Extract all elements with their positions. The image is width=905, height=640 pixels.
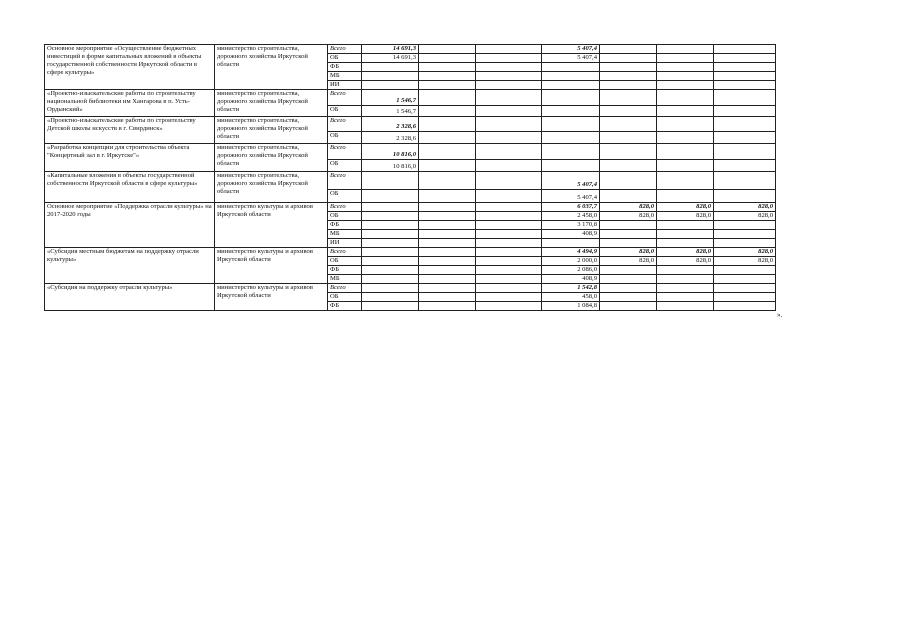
amount-cell xyxy=(419,212,476,221)
amount-cell: 1 084,8 xyxy=(542,302,600,311)
amount-cell: 828,0 xyxy=(657,212,714,221)
amount-cell xyxy=(476,293,542,302)
table-row xyxy=(45,172,776,190)
funding-source-cell: ОБ xyxy=(328,190,362,203)
amount-cell xyxy=(419,275,476,284)
amount-cell xyxy=(476,266,542,275)
funding-source-cell: МБ xyxy=(328,72,362,81)
amount-cell: 6 037,7 xyxy=(542,203,600,212)
amount-cell xyxy=(657,106,714,117)
event-name-cell: «Капитальные вложения в объекты государственной собственности Иркутской области в сфере культуры» xyxy=(45,172,215,203)
amount-cell xyxy=(657,275,714,284)
budget-table xyxy=(44,44,776,311)
table-row xyxy=(45,90,776,106)
amount-cell xyxy=(542,160,600,172)
amount-cell xyxy=(600,190,657,203)
funding-source-cell: ОБ xyxy=(328,160,362,172)
executor-cell: министерство строительства, дорожного хозяйства Иркутской области xyxy=(215,90,328,117)
amount-cell xyxy=(476,203,542,212)
funding-source-cell: Всего xyxy=(328,284,362,293)
executor-cell: министерство строительства, дорожного хозяйства Иркутской области xyxy=(215,144,328,172)
table-row xyxy=(45,248,776,257)
amount-cell: 828,0 xyxy=(600,248,657,257)
amount-cell xyxy=(600,81,657,90)
amount-cell: 828,0 xyxy=(714,212,776,221)
amount-cell xyxy=(600,106,657,117)
amount-cell: 408,9 xyxy=(542,230,600,239)
amount-cell xyxy=(600,144,657,160)
amount-cell: 828,0 xyxy=(600,212,657,221)
funding-source-cell: ОБ xyxy=(328,106,362,117)
amount-cell xyxy=(600,72,657,81)
amount-cell xyxy=(362,230,419,239)
amount-cell xyxy=(657,266,714,275)
executor-cell: министерство строительства, дорожного хозяйства Иркутской области xyxy=(215,45,328,90)
amount-cell xyxy=(476,190,542,203)
amount-cell xyxy=(542,63,600,72)
amount-cell xyxy=(657,72,714,81)
amount-cell xyxy=(419,160,476,172)
amount-cell xyxy=(657,190,714,203)
event-name-cell: Основное мероприятие «Поддержка отрасли культуры» на 2017-2020 годы xyxy=(45,203,215,248)
amount-cell xyxy=(362,302,419,311)
amount-cell xyxy=(714,302,776,311)
amount-cell: 5 407,4 xyxy=(542,54,600,63)
amount-cell xyxy=(476,54,542,63)
amount-cell: 5 407,4 xyxy=(542,45,600,54)
funding-source-cell: Всего xyxy=(328,248,362,257)
funding-source-cell: ИИ xyxy=(328,81,362,90)
amount-cell xyxy=(600,221,657,230)
funding-source-cell: ОБ xyxy=(328,293,362,302)
amount-cell: 828,0 xyxy=(657,203,714,212)
amount-cell xyxy=(542,106,600,117)
amount-cell xyxy=(476,63,542,72)
amount-cell xyxy=(419,266,476,275)
amount-cell xyxy=(714,221,776,230)
amount-cell xyxy=(419,90,476,106)
table-row xyxy=(45,144,776,160)
amount-cell xyxy=(600,63,657,72)
amount-cell xyxy=(714,106,776,117)
amount-cell xyxy=(600,293,657,302)
amount-cell xyxy=(419,293,476,302)
amount-cell xyxy=(714,63,776,72)
amount-cell xyxy=(657,230,714,239)
amount-cell xyxy=(542,117,600,132)
amount-cell xyxy=(542,72,600,81)
event-name-cell: «Субсидия на поддержку отрасли культуры» xyxy=(45,284,215,311)
amount-cell: 2 328,6 xyxy=(362,117,419,132)
amount-cell: 828,0 xyxy=(714,203,776,212)
amount-cell xyxy=(542,90,600,106)
amount-cell xyxy=(476,248,542,257)
amount-cell xyxy=(419,45,476,54)
amount-cell xyxy=(419,239,476,248)
amount-cell xyxy=(476,172,542,190)
amount-cell xyxy=(362,239,419,248)
funding-source-cell: Всего xyxy=(328,172,362,190)
amount-cell xyxy=(600,275,657,284)
amount-cell xyxy=(476,275,542,284)
funding-source-cell: ОБ xyxy=(328,212,362,221)
amount-cell xyxy=(419,248,476,257)
executor-cell: министерство культуры и архивов Иркутской области xyxy=(215,203,328,248)
funding-source-cell: ОБ xyxy=(328,132,362,144)
amount-cell xyxy=(657,132,714,144)
amount-cell xyxy=(476,72,542,81)
amount-cell xyxy=(419,54,476,63)
amount-cell xyxy=(476,212,542,221)
amount-cell xyxy=(600,132,657,144)
amount-cell xyxy=(714,144,776,160)
amount-cell xyxy=(600,45,657,54)
funding-source-cell: ФБ xyxy=(328,266,362,275)
funding-source-cell: ОБ xyxy=(328,257,362,266)
amount-cell xyxy=(600,266,657,275)
amount-cell xyxy=(362,275,419,284)
amount-cell xyxy=(476,257,542,266)
amount-cell xyxy=(657,144,714,160)
funding-source-cell: Всего xyxy=(328,90,362,106)
amount-cell xyxy=(657,81,714,90)
amount-cell xyxy=(476,81,542,90)
amount-cell xyxy=(419,230,476,239)
amount-cell xyxy=(362,293,419,302)
table-row xyxy=(45,117,776,132)
amount-cell xyxy=(600,54,657,63)
amount-cell xyxy=(714,284,776,293)
funding-source-cell: ОБ xyxy=(328,54,362,63)
amount-cell xyxy=(714,45,776,54)
amount-cell xyxy=(600,160,657,172)
amount-cell xyxy=(419,203,476,212)
amount-cell: 2 000,0 xyxy=(542,257,600,266)
amount-cell xyxy=(714,275,776,284)
amount-cell xyxy=(714,72,776,81)
amount-cell xyxy=(362,257,419,266)
amount-cell xyxy=(362,203,419,212)
amount-cell xyxy=(714,54,776,63)
amount-cell xyxy=(714,172,776,190)
amount-cell xyxy=(419,190,476,203)
amount-cell xyxy=(714,239,776,248)
amount-cell xyxy=(657,160,714,172)
funding-source-cell: Всего xyxy=(328,144,362,160)
table-row xyxy=(45,45,776,54)
amount-cell xyxy=(714,132,776,144)
amount-cell: 14 691,3 xyxy=(362,45,419,54)
amount-cell xyxy=(476,132,542,144)
amount-cell xyxy=(476,90,542,106)
amount-cell xyxy=(362,284,419,293)
amount-cell: 14 691,3 xyxy=(362,54,419,63)
amount-cell xyxy=(476,302,542,311)
amount-cell xyxy=(657,302,714,311)
amount-cell xyxy=(714,160,776,172)
funding-source-cell: Всего xyxy=(328,117,362,132)
funding-source-cell: ИИ xyxy=(328,239,362,248)
amount-cell xyxy=(600,117,657,132)
amount-cell: 2 458,0 xyxy=(542,212,600,221)
amount-cell xyxy=(362,172,419,190)
amount-cell xyxy=(657,63,714,72)
amount-cell xyxy=(419,72,476,81)
amount-cell xyxy=(600,284,657,293)
closing-quote-mark: ». xyxy=(777,311,783,319)
amount-cell xyxy=(476,221,542,230)
amount-cell: 1 546,7 xyxy=(362,90,419,106)
amount-cell xyxy=(657,117,714,132)
event-name-cell: «Проектно-изыскательские работы по строительству национальной библиотеки им Хангарова в п. Усть-Ордынский» xyxy=(45,90,215,117)
amount-cell xyxy=(419,117,476,132)
amount-cell xyxy=(362,190,419,203)
funding-source-cell: МБ xyxy=(328,275,362,284)
amount-cell xyxy=(419,81,476,90)
amount-cell xyxy=(362,266,419,275)
amount-cell xyxy=(419,257,476,266)
amount-cell: 1 546,7 xyxy=(362,106,419,117)
amount-cell xyxy=(714,117,776,132)
funding-source-cell: Всего xyxy=(328,203,362,212)
funding-source-cell: ФБ xyxy=(328,63,362,72)
amount-cell: 458,0 xyxy=(542,293,600,302)
amount-cell xyxy=(362,248,419,257)
amount-cell xyxy=(476,284,542,293)
amount-cell xyxy=(657,90,714,106)
amount-cell: 828,0 xyxy=(600,203,657,212)
amount-cell: 5 407,4 xyxy=(542,190,600,203)
table-row xyxy=(45,203,776,212)
amount-cell xyxy=(476,230,542,239)
amount-cell xyxy=(714,90,776,106)
amount-cell: 1 542,8 xyxy=(542,284,600,293)
amount-cell xyxy=(714,81,776,90)
amount-cell xyxy=(362,72,419,81)
amount-cell: 408,9 xyxy=(542,275,600,284)
event-name-cell: «Проектно-изыскательские работы по строительству Детской школы искусств в г. Свирдинск» xyxy=(45,117,215,144)
amount-cell xyxy=(419,284,476,293)
amount-cell xyxy=(419,106,476,117)
amount-cell xyxy=(419,221,476,230)
amount-cell: 828,0 xyxy=(657,248,714,257)
funding-source-cell: ФБ xyxy=(328,221,362,230)
amount-cell: 828,0 xyxy=(600,257,657,266)
amount-cell: 2 328,6 xyxy=(362,132,419,144)
amount-cell xyxy=(657,239,714,248)
amount-cell xyxy=(542,81,600,90)
amount-cell xyxy=(657,172,714,190)
amount-cell: 828,0 xyxy=(714,248,776,257)
amount-cell xyxy=(419,144,476,160)
funding-source-cell: МБ xyxy=(328,230,362,239)
amount-cell xyxy=(600,302,657,311)
amount-cell xyxy=(600,172,657,190)
amount-cell xyxy=(476,239,542,248)
amount-cell xyxy=(362,212,419,221)
amount-cell xyxy=(657,221,714,230)
executor-cell: министерство культуры и архивов Иркутской области xyxy=(215,248,328,284)
amount-cell: 10 816,0 xyxy=(362,144,419,160)
amount-cell xyxy=(714,293,776,302)
amount-cell xyxy=(419,302,476,311)
amount-cell xyxy=(419,132,476,144)
table-row xyxy=(45,284,776,293)
amount-cell: 10 816,0 xyxy=(362,160,419,172)
amount-cell xyxy=(476,117,542,132)
funding-source-cell: ФБ xyxy=(328,302,362,311)
amount-cell xyxy=(362,81,419,90)
amount-cell xyxy=(600,239,657,248)
amount-cell xyxy=(419,172,476,190)
amount-cell xyxy=(657,293,714,302)
amount-cell: 5 407,4 xyxy=(542,172,600,190)
amount-cell xyxy=(476,144,542,160)
amount-cell xyxy=(714,190,776,203)
amount-cell xyxy=(476,106,542,117)
event-name-cell: Основное мероприятие «Осуществление бюджетных инвестиций в форме капитальных вложений в объекты государственной собственности Иркутской области в сфере культуры» xyxy=(45,45,215,90)
executor-cell: министерство строительства, дорожного хозяйства Иркутской области xyxy=(215,172,328,203)
amount-cell xyxy=(476,160,542,172)
amount-cell xyxy=(600,90,657,106)
amount-cell: 828,0 xyxy=(657,257,714,266)
amount-cell: 3 170,8 xyxy=(542,221,600,230)
amount-cell: 2 086,0 xyxy=(542,266,600,275)
amount-cell xyxy=(714,266,776,275)
amount-cell xyxy=(542,132,600,144)
amount-cell: 828,0 xyxy=(714,257,776,266)
amount-cell xyxy=(542,144,600,160)
executor-cell: министерство строительства, дорожного хозяйства Иркутской области xyxy=(215,117,328,144)
amount-cell xyxy=(657,45,714,54)
funding-source-cell: Всего xyxy=(328,45,362,54)
amount-cell xyxy=(600,230,657,239)
amount-cell: 4 494,9 xyxy=(542,248,600,257)
amount-cell xyxy=(362,221,419,230)
amount-cell xyxy=(542,239,600,248)
executor-cell: министерство культуры и архивов Иркутской области xyxy=(215,284,328,311)
amount-cell xyxy=(476,45,542,54)
event-name-cell: «Субсидия местным бюджетам на поддержку отрасли культуры» xyxy=(45,248,215,284)
amount-cell xyxy=(362,63,419,72)
event-name-cell: «Разработка концепции для строительства объекта "Концертный зал в г. Иркутске"» xyxy=(45,144,215,172)
amount-cell xyxy=(714,230,776,239)
amount-cell xyxy=(657,54,714,63)
amount-cell xyxy=(419,63,476,72)
amount-cell xyxy=(657,284,714,293)
